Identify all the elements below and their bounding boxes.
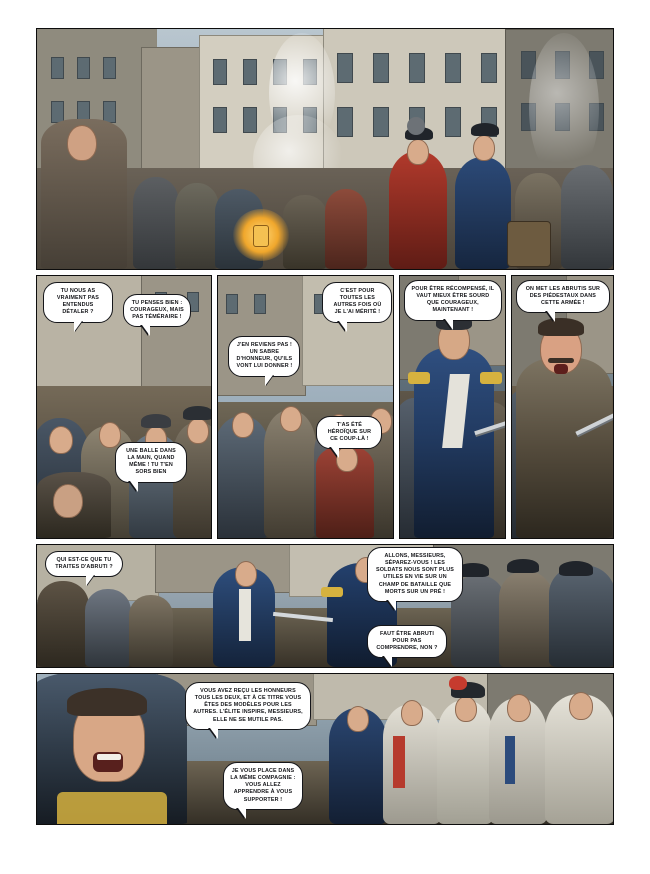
balloon-text: UNE BALLE DANS LA MAIN, QUAND MÊME ! TU T'EN SORS BIEN [126, 448, 176, 476]
balloon-tail [339, 321, 347, 332]
face [336, 446, 358, 472]
speech-balloon [322, 282, 392, 323]
tier-1 [36, 28, 614, 270]
speech-balloon [185, 682, 311, 730]
uniform-sash [393, 736, 405, 788]
figure-soldier [129, 595, 173, 667]
window [409, 53, 425, 83]
speech-balloon [223, 762, 303, 810]
speech-balloon [43, 282, 113, 323]
face [232, 412, 254, 438]
panel-establishing-street-scene [36, 28, 614, 270]
barrel [507, 221, 551, 267]
shako-hat [407, 117, 425, 135]
lantern [253, 225, 269, 247]
window [445, 53, 461, 83]
tier-3 [36, 544, 614, 668]
hair [538, 318, 584, 336]
figure-soldier [283, 195, 327, 269]
face [401, 700, 423, 726]
face [280, 406, 302, 432]
window [213, 107, 227, 133]
balloon-text: TU PENSES BIEN : COURAGEUX, MAIS PAS TÉMÉRAIRE ! [130, 300, 184, 321]
panel-officer-with-sabre [399, 275, 506, 539]
figure-soldier [549, 565, 614, 667]
epaulette [480, 372, 502, 384]
figure-soldier [85, 589, 131, 667]
speech-balloon [516, 280, 610, 313]
balloon-text: T'AS ÉTÉ HÉROÏQUE SUR CE COUP-LÀ ! [327, 422, 372, 443]
panel-sabre-of-honour-talk [217, 275, 393, 539]
face [473, 135, 495, 161]
epaulette-bullion [57, 792, 167, 825]
window [243, 107, 257, 133]
teeth [97, 754, 121, 760]
balloon-tail [142, 325, 150, 336]
panel-angry-moustached-soldier [511, 275, 614, 539]
panel-general-lecture [36, 673, 614, 825]
figure-moustached-soldier [516, 358, 612, 538]
open-mouth [554, 364, 568, 374]
balloon-tail [74, 321, 82, 332]
balloon-text: FAUT ÊTRE ABRUTI POUR PAS COMPRENDRE, NON ? [376, 631, 438, 652]
panel-soldiers-mocking [36, 275, 212, 539]
balloon-text: J'EN REVIENS PAS ! UN SABRE D'HONNEUR, QU'ILS VONT LUI DONNER ! [236, 342, 293, 370]
uniform-lapel [239, 589, 251, 641]
speech-balloon [316, 416, 382, 449]
balloon-text: ALLONS, MESSIEURS, SÉPAREZ-VOUS ! LES SOLDATS NOUS SONT PLUS UTILES EN VIE SUR UN CHAMP DE BATAILLE QUE MORTS SUR UN PRÉ ! [375, 553, 455, 595]
figure-officer-red-coat [389, 151, 447, 269]
window [243, 59, 257, 85]
window [226, 294, 238, 314]
uniform-sash [505, 736, 515, 784]
bicorne-hat [183, 406, 212, 420]
window [481, 53, 497, 83]
face [49, 426, 73, 454]
face [235, 561, 257, 587]
speech-balloon [45, 551, 123, 577]
window [254, 294, 266, 314]
face [99, 422, 121, 448]
balloon-text: TU NOUS AS VRAIMENT PAS ENTENDUS DÉTALER ? [56, 288, 100, 316]
moustache [548, 358, 574, 363]
balloon-text: JE VOUS PLACE DANS LA MÊME COMPAGNIE : VOUS ALLEZ APPRENDRE À VOUS SUPPORTER ! [230, 768, 296, 803]
smoke-plume [529, 33, 599, 183]
window [213, 59, 227, 85]
face [507, 694, 531, 722]
balloon-tail [384, 656, 392, 667]
face [187, 418, 209, 444]
balloon-text: POUR ÊTRE RÉCOMPENSÉ, IL VAUT MIEUX ÊTRE SOURD QUE COURAGEUX, MAINTENANT ! [411, 286, 495, 314]
face [67, 125, 97, 161]
tier-4 [36, 673, 614, 825]
figure-soldier-red [325, 189, 367, 269]
balloon-tail [445, 319, 453, 330]
balloon-tail [210, 728, 218, 739]
balloon-tail [86, 575, 94, 586]
epaulette [321, 587, 343, 597]
bicorne-hat [141, 414, 171, 428]
balloon-text: VOUS AVEZ REÇU LES HONNEURS TOUS LES DEUX, ET À CE TITRE VOUS ÊTES DES MODÈLES POUR LES AUTRES. L'ÉLITE INSPIRE, MESSIEURS, ELLE NE SE MUTILE PAS. [193, 688, 303, 723]
speech-balloon [404, 280, 502, 321]
figure-soldier [561, 165, 613, 269]
bicorne-hat [507, 559, 539, 573]
balloon-tail [238, 808, 246, 819]
bicorne-hat [471, 123, 499, 136]
tier-2 [36, 275, 614, 539]
speech-balloon [123, 294, 191, 327]
face [455, 696, 477, 722]
figure-soldier [37, 581, 89, 667]
speech-balloon [367, 547, 463, 602]
hat-plume [449, 676, 467, 690]
building-left-tower [141, 47, 201, 179]
balloon-tail [388, 600, 396, 611]
figure-soldier [175, 183, 219, 269]
speech-balloon [228, 336, 300, 377]
balloon-tail [265, 375, 273, 386]
window [103, 57, 116, 79]
balloon-text: C'EST POUR TOUTES LES AUTRES FOIS OÙ JE L'AI MÉRITÉ ! [333, 288, 382, 316]
speech-balloon [367, 625, 447, 658]
balloon-tail [547, 311, 555, 322]
balloon-tail [331, 447, 339, 458]
window [373, 107, 389, 137]
face [569, 692, 593, 720]
window [337, 107, 353, 137]
figure-officer-blue-coat [455, 157, 511, 269]
face [53, 484, 83, 518]
speech-balloon [115, 442, 187, 483]
window [445, 107, 461, 137]
panel-confrontation-wide [36, 544, 614, 668]
window [77, 57, 90, 79]
balloon-text: QUI EST-CE QUE TU TRAITES D'ABRUTI ? [55, 557, 113, 571]
balloon-tail [130, 481, 138, 492]
face [347, 706, 369, 732]
balloon-text: ON MET LES ABRUTIS SUR DES PIÉDESTAUX DANS CETTE ARMÉE ! [525, 286, 601, 307]
hair [67, 688, 147, 716]
bicorne-hat [559, 561, 593, 576]
window [337, 53, 353, 83]
face [407, 139, 429, 165]
figure-soldier [499, 571, 553, 667]
epaulette [408, 372, 430, 384]
window [373, 53, 389, 83]
window [51, 57, 64, 79]
figure-soldier [133, 177, 179, 269]
